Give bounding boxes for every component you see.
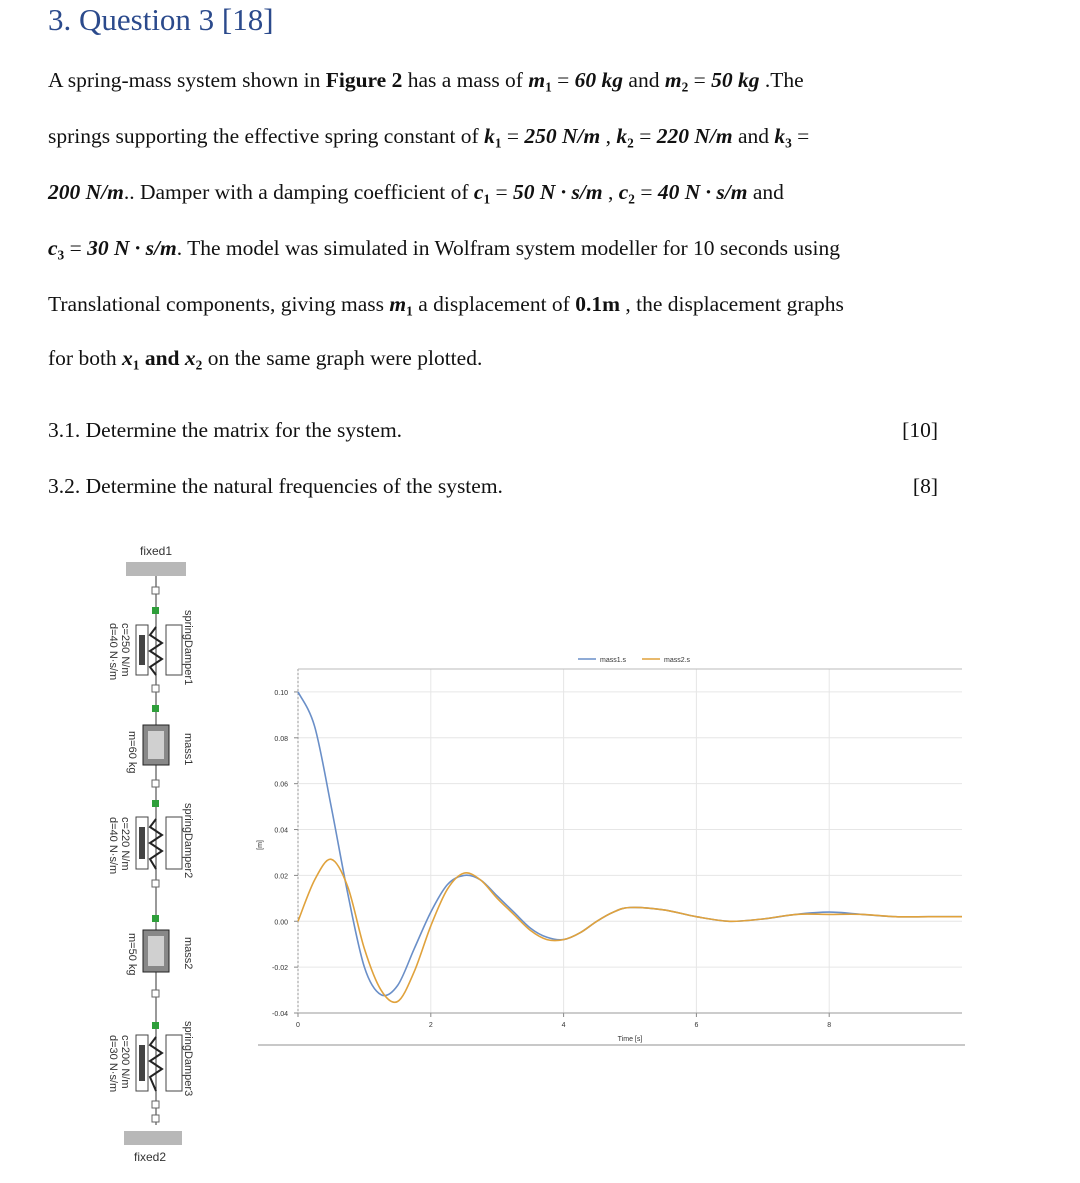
text: =	[551, 68, 575, 92]
text: springs supporting the effective spring constant of	[48, 124, 485, 148]
sub-question-marks: [8]	[912, 474, 938, 498]
math-value: 50 kg	[711, 68, 760, 92]
springDamper2-label: springDamper2	[182, 803, 194, 879]
paragraph-line-1	[48, 68, 804, 96]
math-c2: $c_2$	[618, 180, 635, 207]
text: and	[747, 180, 784, 204]
math-value: 200 N/m	[48, 180, 124, 204]
mass1-value: m=60 kg	[126, 731, 138, 774]
paragraph-line-4	[48, 236, 840, 264]
sd2-stiffness: c=220 N/m	[119, 817, 131, 871]
math-k3: $k_3$	[774, 124, 792, 151]
text: =	[688, 68, 712, 92]
paragraph-line-5	[48, 292, 844, 320]
text: A spring-mass system shown in	[48, 68, 326, 92]
math-m2: $m_2$	[664, 68, 689, 95]
text: . The model was simulated in Wolfram system modeller for 10 seconds using	[176, 236, 840, 260]
y-tick-label: 0.06	[274, 781, 288, 789]
y-tick-label: 0.10	[274, 689, 288, 697]
text: =	[791, 124, 810, 148]
text: on the same graph were plotted.	[202, 346, 483, 370]
chart-background	[250, 645, 970, 1055]
sub-question-3-1	[48, 418, 938, 443]
text: for both	[48, 346, 123, 370]
legend-label: mass1.s	[600, 657, 627, 664]
y-tick-label: 0.02	[274, 873, 288, 881]
math-value: 50 N · s/m	[513, 180, 603, 204]
text: =	[501, 124, 525, 148]
flange	[152, 1101, 159, 1108]
text: =	[634, 180, 658, 204]
math-x2: $x_2$	[184, 346, 203, 373]
y-tick-label: -0.04	[272, 1011, 288, 1018]
text: =	[633, 124, 657, 148]
mass2-highlight	[148, 936, 164, 966]
flange	[152, 1022, 159, 1029]
text: a displacement of	[412, 292, 576, 316]
springDamper3-label: springDamper3	[182, 1021, 194, 1097]
spring-mass-diagram	[80, 535, 260, 1175]
x-tick-label: 6	[694, 1022, 699, 1029]
mass1-highlight	[148, 731, 164, 759]
sd3-damping: d=30 N·s/m	[107, 1035, 119, 1093]
math-c3: $c_3$	[48, 236, 65, 263]
paragraph-line-3	[48, 180, 784, 208]
fixed2-block	[124, 1131, 182, 1145]
math-m1: $m_1$	[389, 292, 413, 319]
spring-damper-3	[136, 1035, 182, 1091]
math-k2: $k_2$	[616, 124, 634, 151]
mass1-label: mass1	[182, 733, 194, 766]
fixed2-label: fixed2	[134, 1150, 167, 1164]
x-tick-label: 8	[827, 1022, 832, 1029]
text: =	[64, 236, 88, 260]
flange	[152, 607, 159, 614]
math-m1: $m_1$	[528, 68, 552, 95]
sub-question-marks: [10]	[902, 418, 938, 442]
mass2-label: mass2	[182, 937, 194, 970]
y-tick-label: 0.00	[274, 919, 288, 927]
sub-question-text: 3.1. Determine the matrix for the system.	[48, 418, 403, 442]
flange	[152, 587, 159, 594]
text: =	[490, 180, 514, 204]
paragraph-line-2	[48, 124, 809, 152]
math-value: 60 kg	[574, 68, 624, 92]
text: Translational components, giving mass	[48, 292, 390, 316]
flange	[152, 800, 159, 807]
fixed1-block	[126, 562, 186, 576]
text: and	[732, 124, 775, 148]
math-value: 250 N/m	[524, 124, 601, 148]
text: has a mass of	[402, 68, 529, 92]
flange	[152, 880, 159, 887]
math-k1: $k_1$	[484, 124, 502, 151]
figure-ref: Figure 2	[325, 68, 403, 92]
y-tick-label: 0.08	[274, 735, 288, 743]
math-value: 30 N · s/m	[87, 236, 177, 260]
x-tick-label: 0	[296, 1022, 300, 1029]
springDamper1-label: springDamper1	[182, 610, 194, 686]
math-value: 220 N/m	[656, 124, 733, 148]
x-axis-label: Time [s]	[617, 1036, 643, 1043]
legend-label: mass2.s	[664, 657, 691, 664]
y-tick-label: 0.04	[274, 827, 288, 835]
text: .The	[759, 68, 804, 92]
sd1-stiffness: c=250 N/m	[119, 623, 131, 677]
flange	[152, 780, 159, 787]
sub-question-text: 3.2. Determine the natural frequencies of the system.	[48, 474, 503, 498]
fixed1-label: fixed1	[140, 544, 173, 558]
text: ,	[602, 180, 619, 204]
paragraph-line-6	[48, 346, 482, 374]
sd3-stiffness: c=200 N/m	[119, 1035, 131, 1089]
flange	[152, 1115, 159, 1122]
flange	[152, 705, 159, 712]
math-value: 40 N · s/m	[657, 180, 748, 204]
flange	[152, 990, 159, 997]
text: ,	[600, 124, 617, 148]
text: and	[139, 346, 185, 370]
spring-damper-1	[136, 625, 182, 675]
displacement-chart	[250, 645, 970, 1055]
flange	[152, 685, 159, 692]
y-axis-label: [m]	[257, 840, 264, 850]
sub-question-3-2	[48, 474, 938, 499]
spring-damper-2	[136, 817, 182, 869]
x-tick-label: 4	[561, 1022, 566, 1029]
question-heading: 3. Question 3 [18]	[48, 2, 274, 37]
sd2-damping: d=40 N·s/m	[107, 817, 119, 875]
mass2-value: m=50 kg	[126, 933, 138, 976]
x-tick-label: 2	[428, 1022, 433, 1029]
text: , the displacement graphs	[620, 292, 844, 316]
flange	[152, 915, 159, 922]
y-tick-label: -0.02	[272, 965, 288, 973]
sd1-damping: d=40 N·s/m	[107, 623, 119, 681]
displacement-value: 0.1m	[575, 292, 620, 316]
text: .. Damper with a damping coefficient of	[123, 180, 474, 204]
math-c1: $c_1$	[473, 180, 491, 207]
text: and	[623, 68, 665, 92]
math-x1: $x_1$	[122, 346, 140, 373]
